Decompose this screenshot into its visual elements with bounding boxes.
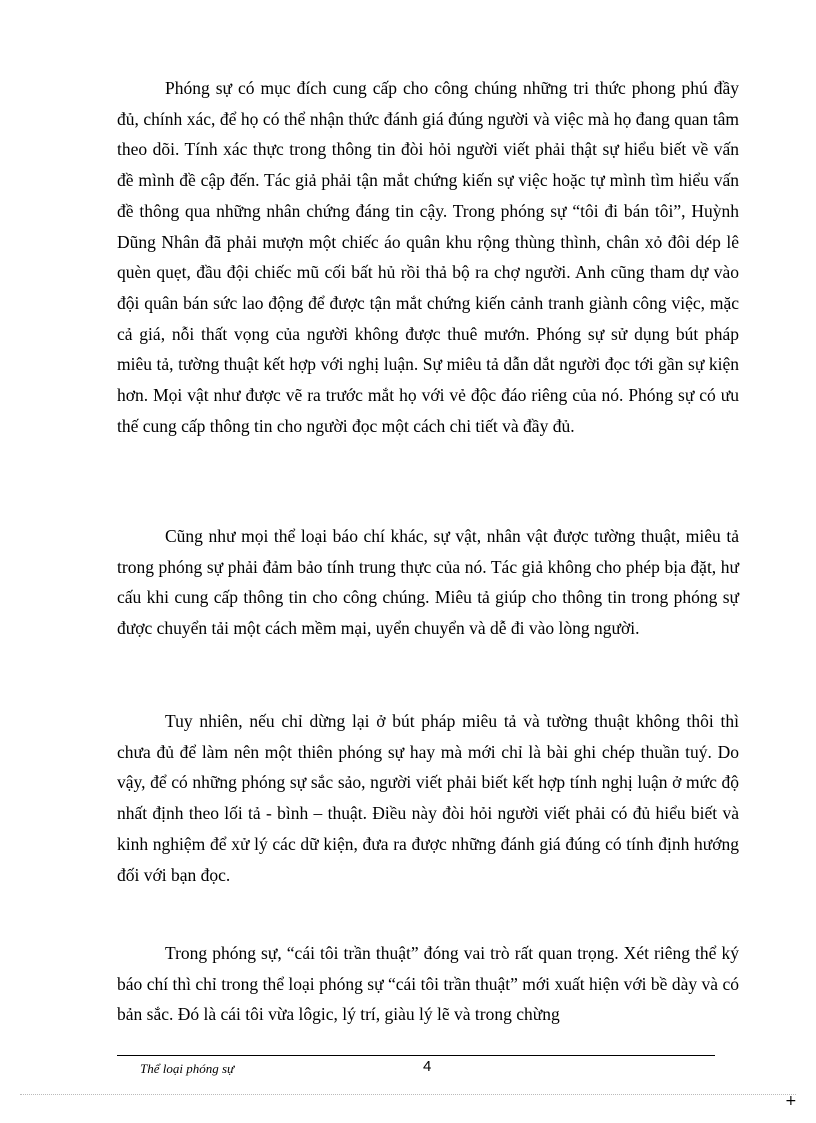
paragraph-4: Trong phóng sự, “cái tôi trần thuật” đóng vai trò rất quan trọng. Xét riêng thể ký báo chí thì chỉ trong thể loại phóng sự “cái tôi trần thuật” mới xuất hiện với bề dày và có bản sắc. Đó là cái tôi vừa lôgic, lý trí, giàu lý lẽ và trong chừng <box>117 943 739 1025</box>
page-margin-guide <box>20 1094 796 1095</box>
corner-mark: + <box>785 1093 797 1109</box>
paragraph-2: Cũng như mọi thể loại báo chí khác, sự vật, nhân vật được tường thuật, miêu tả trong phóng sự phải đảm bảo tính trung thực của nó. Tác giả không cho phép bịa đặt, hư cấu khi cung cấp thông tin cho công chúng. Miêu tả giúp cho thông tin trong phóng sự được chuyển tải một cách mềm mại, uyển chuyển và dễ đi vào lòng người. <box>117 526 739 639</box>
footer-title: Thể loại phóng sự <box>140 1061 235 1076</box>
footer-rule <box>117 1055 715 1056</box>
paragraph-3: Tuy nhiên, nếu chỉ dừng lại ở bút pháp miêu tả và tường thuật không thôi thì chưa đủ để làm nên một thiên phóng sự hay mà mới chỉ là bài ghi chép thuần tuý. Do vậy, để có những phóng sự sắc sảo, người viết phải biết kết hợp tính nghị luận ở mức độ nhất định theo lối tả - bình – thuật. Điều này đòi hỏi người viết phải có đủ hiểu biết và kinh nghiệm để xử lý các dữ kiện, đưa ra được những đánh giá đúng có tính định hướng đối với bạn đọc. <box>117 711 739 885</box>
paragraph-1: Phóng sự có mục đích cung cấp cho công chúng những tri thức phong phú đầy đủ, chính xác, để họ có thể nhận thức đánh giá đúng người và việc mà họ đang quan tâm theo dõi. Tính xác thực trong thông tin đòi hỏi người viết phải thật sự hiểu biết về vấn đề mình đề cập đến. Tác giả phải tận mắt chứng kiến sự việc hoặc tự mình tìm hiểu vấn đề thông qua những nhân chứng đáng tin cậy. Trong phóng sự “tôi đi bán tôi”, Huỳnh Dũng Nhân đã phải mượn một chiếc áo quân khu rộng thùng thình, chân xỏ đôi dép lê quèn quẹt, đầu đội chiếc mũ cối bất hủ rồi thả bộ ra chợ người. Anh cũng tham dự vào đội quân bán sức lao động để được tận mắt chứng kiến cảnh tranh giành công việc, mặc cả giá, nỗi thất vọng của người không được thuê mướn. Phóng sự sử dụng bút pháp miêu tả, tường thuật kết hợp với nghị luận. Sự miêu tả dẫn dắt người đọc tới gần sự kiện hơn. Mọi vật như được vẽ ra trước mắt họ với vẻ độc đáo riêng của nó. Phóng sự có ưu thế cung cấp thông tin cho người đọc một cách chi tiết và đầy đủ. <box>117 78 739 436</box>
page-number: 4 <box>423 1058 432 1075</box>
